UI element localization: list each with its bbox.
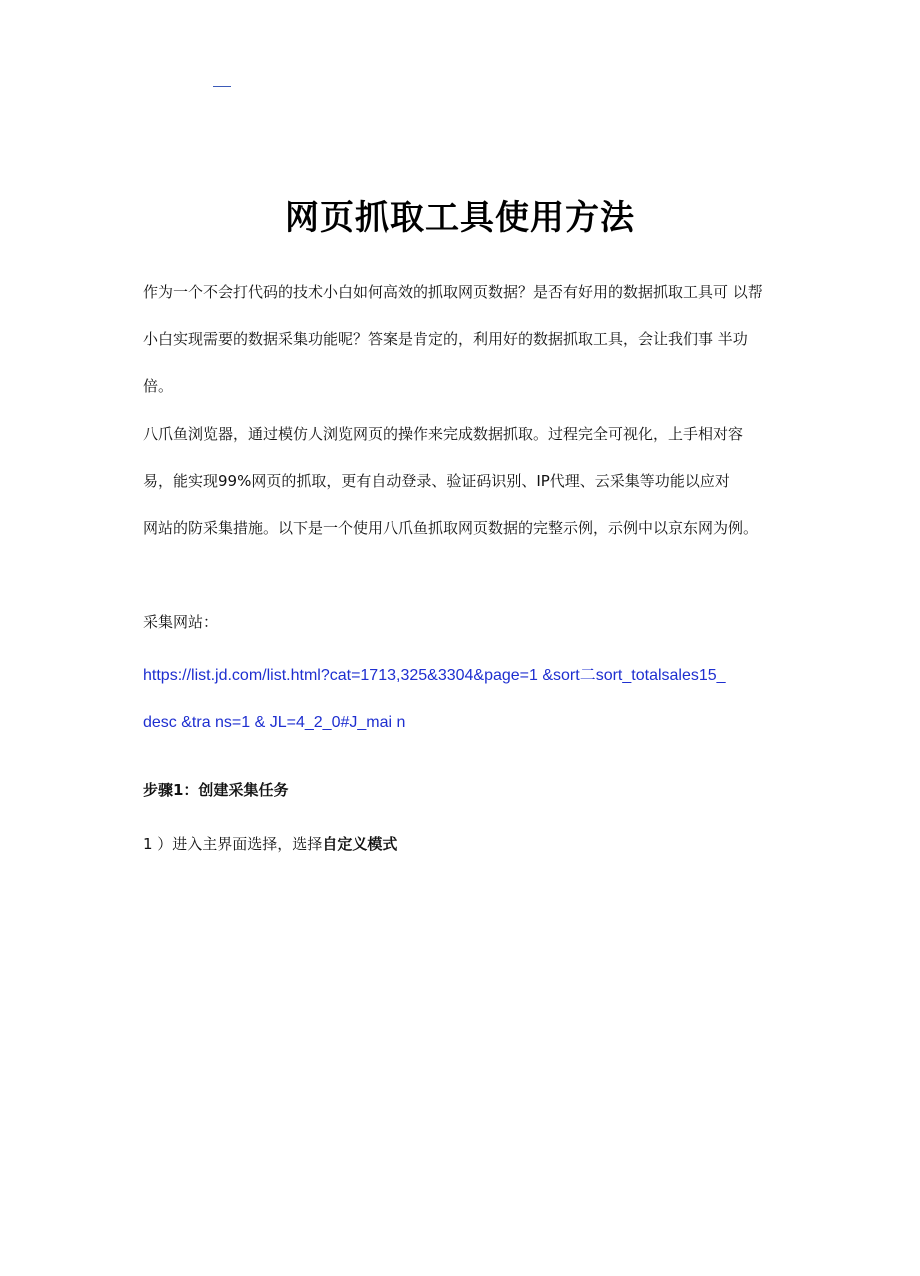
site-link-line-2[interactable]: desc &tra ns=1 & JL=4_2_0#J_mai n bbox=[143, 714, 406, 731]
intro-line-1: 作为一个不会打代码的技术小白如何高效的抓取网页数据？是否有好用的数据抓取工具可 以帮 bbox=[143, 283, 763, 301]
step1-item-mode: 自定义模式 bbox=[322, 835, 398, 853]
body-line-3: 网站的防采集措施。以下是一个使用八爪鱼抓取网页数据的完整示例，示例中以京东网为例。 bbox=[143, 519, 759, 537]
site-link-line-1[interactable]: https://list.jd.com/list.html?cat=1713,325&3304&page=1 &sort二sort_totalsales15_ bbox=[143, 667, 726, 684]
body-line-2: 易，能实现99%网页的抓取，更有自动登录、验证码识别、IP代理、云采集等功能以应对 bbox=[143, 472, 730, 490]
step1-item bbox=[143, 833, 397, 855]
step1-item-text: 1 ）进入主界面选择，选择 bbox=[143, 835, 323, 853]
intro-line-2: 小白实现需要的数据采集功能呢？答案是肯定的，利用好的数据抓取工具，会让我们事 半功 bbox=[143, 330, 748, 348]
site-label: 采集网站： bbox=[143, 613, 219, 631]
header-rule bbox=[213, 86, 231, 87]
intro-line-3: 倍。 bbox=[143, 377, 174, 395]
page-title: 网页抓取工具使用方法 bbox=[285, 198, 635, 238]
body-line-1: 八爪鱼浏览器，通过模仿人浏览网页的操作来完成数据抓取。过程完全可视化，上手相对容 bbox=[143, 425, 744, 443]
step1-heading: 步骤1：创建采集任务 bbox=[143, 781, 289, 799]
